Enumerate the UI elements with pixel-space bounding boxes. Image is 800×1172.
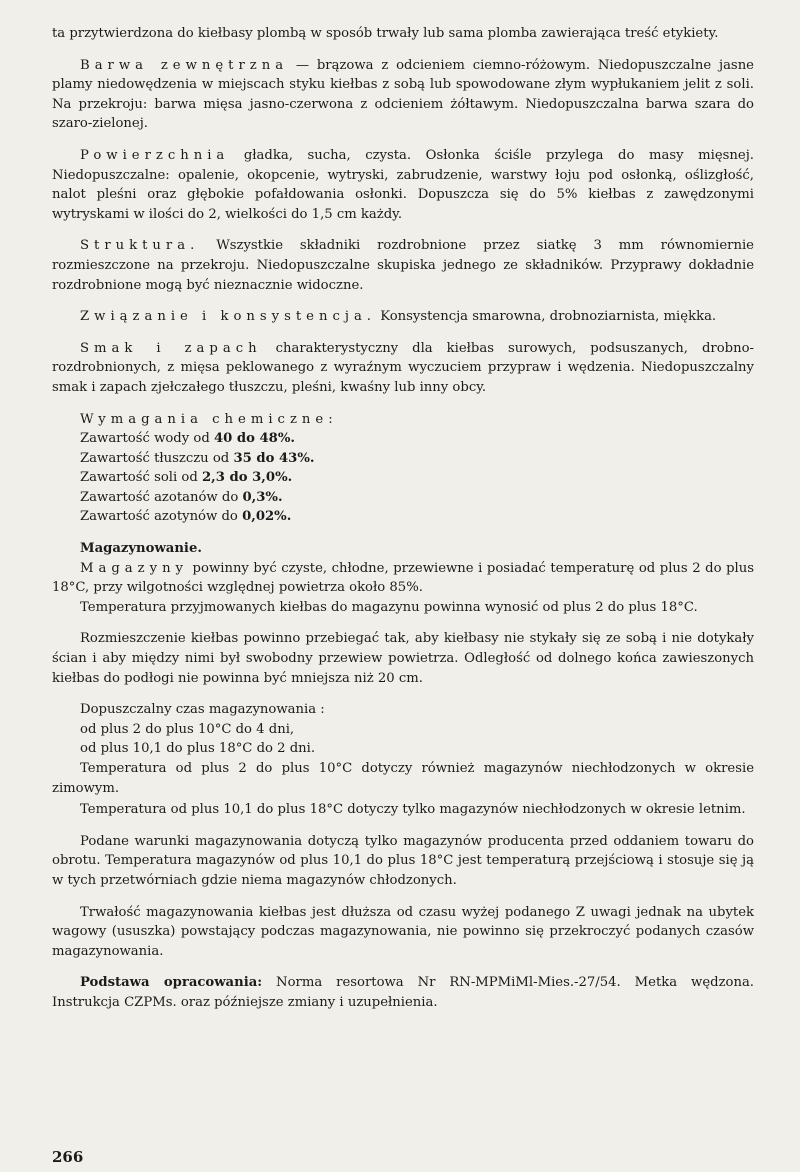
paragraph-label-continuation: ta przytwierdzona do kiełbasy plombą w sposób trwały lub sama plomba zawierająca treść etykiety. (52, 26, 719, 41)
lead-colour: Barwa zewnętrzna (80, 57, 289, 73)
paragraph-source: Podstawa opracowania: Norma resortowa Nr RN-MPMiMl-Mies.-27/54. Metka wędzona. Instrukcja CZPMs. oraz późniejsze zmiany i uzupełnienia. (52, 975, 755, 1010)
storage-heading: Magazynowanie. (80, 541, 202, 557)
paragraph-structure: Struktura. Wszystkie składniki rozdrobnione przez siatkę 3 mm równomiernie rozmieszczone na przekroju. Niedopuszczalne skupiska jednego ze składników. Przyprawy dokładnie rozdrobnione mogą być nieznacznie widoczne. (52, 238, 754, 293)
page-number: 266 (52, 1148, 84, 1166)
paragraph-producer-conditions: Podane warunki magazynowania dotyczą tylko magazynów producenta przed oddaniem towaru do obrotu. Temperatura magazynów od plus 10,1 do plus 18°C jest temperaturą przejściową i stosuje się ją w tych przetwórniach gdzie niema magazynów chłodzonych. (52, 833, 754, 888)
paragraph-taste-smell: Smak i zapach charakterystyczny dla kiełbas surowych, podsuszanych, drobno-rozdrobnionych, z mięsa peklowanego z wyraźnym wyczuciem przypraw i wędzenia. Niedopuszczalny smak i zapach zjełczałego tłuszczu, pleśni, kwaśny lub inny obcy. (52, 340, 754, 395)
storage-time-item: od plus 10,1 do plus 18°C do 2 dni. (80, 741, 316, 757)
storage-time-title: Dopuszczalny czas magazynowania : (80, 702, 325, 718)
paragraph-storage-rooms: Magazyny powinny być czyste, chłodne, przewiewne i posiadać temperaturę od plus 2 do plus 18°C, przy wilgotności względnej powietrza około 85%. (52, 560, 754, 596)
lead-surface: Powierzchnia (80, 147, 230, 163)
lead-storage: Magazyny (80, 560, 189, 576)
chemical-title: Wymagania chemiczne: (80, 411, 338, 427)
paragraph-storage-placement: Rozmieszczenie kiełbas powinno przebiegać tak, aby kiełbasy nie stykały się ze sobą i nie dotykały ścian i aby między nimi był swobodny przewiew powietrza. Odległość od dolnego końca zawieszonych kiełbas do podłogi nie powinna być mniejsza niż 20 cm. (52, 631, 754, 686)
paragraph-winter: Temperatura od plus 2 do plus 10°C dotyczy również magazynów niechłodzonych w okresie zimowym. (52, 761, 754, 796)
chemical-item: Zawartość wody od 40 do 48%. (80, 431, 295, 447)
paragraph-durability: Trwałość magazynowania kiełbas jest dłuższa od czasu wyżej podanego Z uwagi jednak na ubytek wagowy (ususzka) powstający podczas magazynowania, nie powinno się przekroczyć podanych czasów magazynowania. (52, 904, 754, 959)
chemical-item: Zawartość azotynów do 0,02%. (80, 509, 292, 525)
source-lead: Podstawa opracowania: (80, 975, 263, 991)
document-page (52, 24, 754, 1025)
paragraph-colour: Barwa zewnętrzna — brązowa z odcieniem ciemno-różowym. Niedopuszczalne jasne plamy niedowędzenia w miejscach styku kiełbas z sobą lub spowodowane złym wypłukaniem jelit z soli. Na przekroju: barwa mięsa jasno-czerwona z odcieniem żółtawym. Niedopuszczalna barwa szara do szaro-zielonej. (52, 57, 754, 132)
paragraph-consistency: Związanie i konsystencja. Konsystencja smarowna, drobnoziarnista, miękka. (80, 309, 717, 325)
chemical-item: Zawartość tłuszczu od 35 do 43%. (80, 450, 315, 466)
paragraph-summer: Temperatura od plus 10,1 do plus 18°C dotyczy tylko magazynów niechłodzonych w okresie letnim. (80, 802, 746, 818)
lead-consistency: Związanie i konsystencja. (80, 309, 376, 325)
chemical-item: Zawartość azotanów do 0,3%. (80, 489, 283, 505)
lead-structure: Struktura. (80, 238, 200, 254)
storage-time-list (80, 700, 754, 759)
chemical-requirements (80, 410, 754, 528)
lead-taste-smell: Smak i zapach (80, 340, 262, 356)
paragraph-surface: Powierzchnia gładka, sucha, czysta. Osłonka ściśle przylega do masy mięsnej. Niedopuszczalne: opalenie, okopcenie, wytryski, zabrudzenie, warstwy łoju pod osłonką, oślizgłość, nalot pleśni oraz głębokie pofałdowania osłonki. Dopuszcza się do 5% kiełbas z zawędzonymi wytryskami w ilości do 2, wielkości do 1,5 cm każdy. (52, 147, 754, 222)
storage-time-item: od plus 2 do plus 10°C do 4 dni, (80, 721, 295, 737)
paragraph-storage-intake: Temperatura przyjmowanych kiełbas do magazynu powinna wynosić od plus 2 do plus 18°C. (80, 599, 698, 615)
chemical-item: Zawartość soli od 2,3 do 3,0%. (80, 470, 293, 486)
